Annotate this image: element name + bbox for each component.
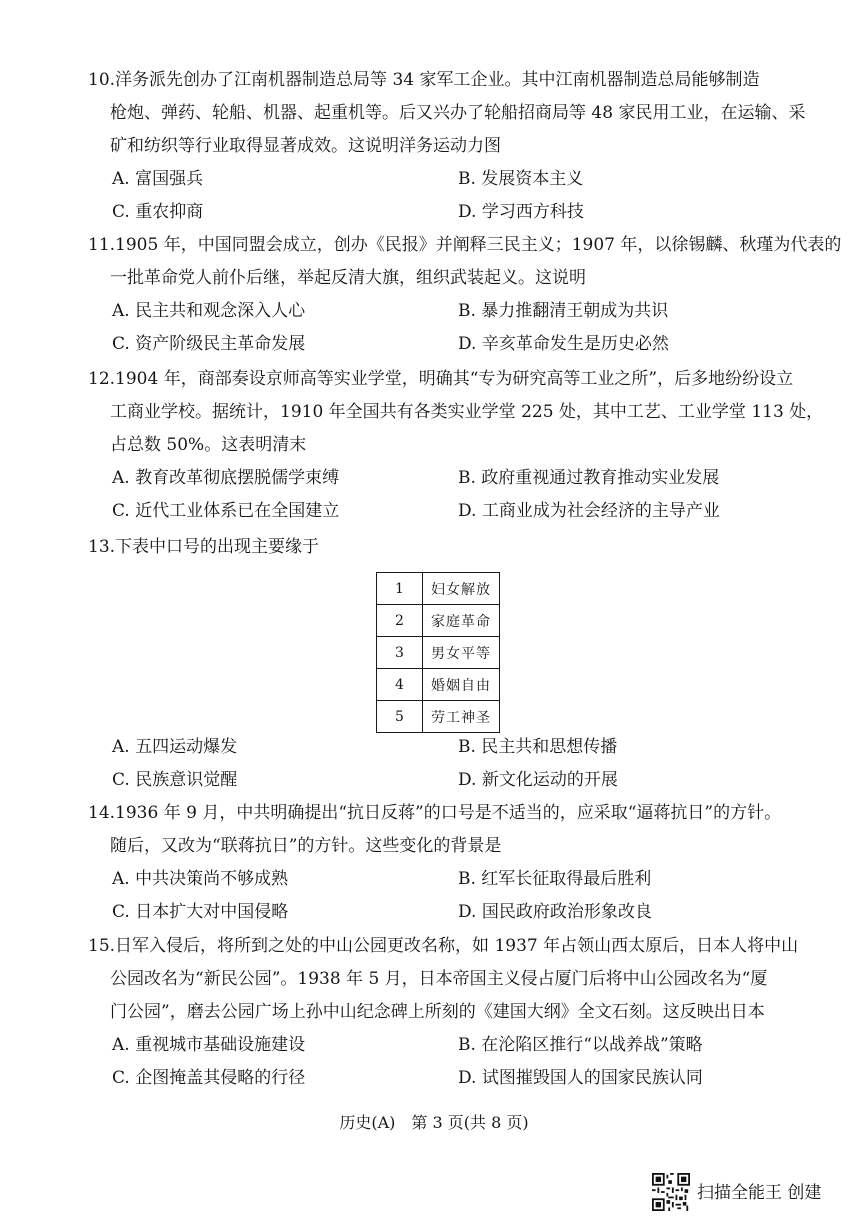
- question-number: 14.: [88, 803, 116, 823]
- question-stem-line: 11.1905 年，中国同盟会成立，创办《民报》并阐释三民主义；1907 年，以徐锡麟、秋瑾为代表的: [88, 235, 842, 255]
- option-b: B. 红军长征取得最后胜利: [458, 869, 652, 889]
- option-c: C. 资产阶级民主革命发展: [112, 334, 306, 354]
- row-number: 4: [377, 669, 423, 701]
- question-stem-line: 随后，又改为“联蒋抗日”的方针。这些变化的背景是: [110, 836, 502, 856]
- option-a: A. 五四运动爆发: [112, 737, 238, 757]
- slogan-cell: 妇女解放: [423, 573, 500, 605]
- table-row: [377, 701, 500, 733]
- row-number: 1: [377, 573, 423, 605]
- option-a: A. 民主共和观念深入人心: [112, 301, 306, 321]
- table-row: [377, 637, 500, 669]
- option-b: B. 暴力推翻清王朝成为共识: [458, 301, 669, 321]
- question-stem-line: 占总数 50%。这表明清末: [110, 435, 307, 455]
- table-row: [377, 669, 500, 701]
- option-d: D. 学习西方科技: [458, 202, 584, 222]
- table-row: [377, 605, 500, 637]
- question-stem-line: 工商业学校。据统计，1910 年全国共有各类实业学堂 225 处，其中工艺、工业学堂 113 处，: [110, 402, 824, 422]
- question-number: 13.: [88, 537, 116, 557]
- option-d: D. 国民政府政治形象改良: [458, 902, 652, 922]
- page-footer: 历史(A) 第 3 页(共 8 页): [339, 1113, 529, 1132]
- question-number: 12.: [88, 369, 116, 389]
- question-stem-line: 公园改名为“新民公园”。1938 年 5 月，日本帝国主义侵占厦门后将中山公园改名为“厦: [110, 969, 768, 989]
- row-number: 5: [377, 701, 423, 733]
- option-c: C. 民族意识觉醒: [112, 770, 238, 790]
- option-c: C. 重农抑商: [112, 202, 204, 222]
- row-number: 3: [377, 637, 423, 669]
- question-stem-line: 一批革命党人前仆后继，举起反清大旗，组织武装起义。这说明: [110, 268, 586, 288]
- slogan-cell: 婚姻自由: [423, 669, 500, 701]
- question-stem-line: 12.1904 年，商部奏设京师高等实业学堂，明确其“专为研究高等工业之所”，后多地纷纷设立: [88, 369, 794, 389]
- question-stem-line: 13.下表中口号的出现主要缘于: [88, 537, 320, 557]
- option-b: B. 发展资本主义: [458, 169, 584, 189]
- options: [88, 462, 788, 528]
- option-c: C. 日本扩大对中国侵略: [112, 902, 289, 922]
- option-b: B. 政府重视通过教育推动实业发展: [458, 468, 720, 488]
- question-11: [88, 229, 842, 361]
- scanner-watermark: 扫描全能王 创建: [697, 1183, 822, 1203]
- question-stem-line: 10.洋务派先创办了江南机器制造总局等 34 家军工企业。其中江南机器制造总局能够制造: [88, 70, 760, 90]
- option-d: D. 辛亥革命发生是历史必然: [458, 334, 669, 354]
- option-d: D. 试图摧毁国人的国家民族认同: [458, 1068, 703, 1088]
- question-stem-line: 14.1936 年 9 月，中共明确提出“抗日反蒋”的口号是不适当的，应采取“逼蒋抗日”的方针。: [88, 803, 782, 823]
- slogans-table: [376, 572, 500, 733]
- slogan-cell: 劳工神圣: [423, 701, 500, 733]
- options: [88, 1029, 788, 1095]
- question-15: [88, 930, 799, 1095]
- question-13: [88, 531, 788, 564]
- question-14: [88, 797, 788, 929]
- table-row: [377, 573, 500, 605]
- question-number: 11.: [88, 235, 116, 255]
- options: [88, 163, 788, 229]
- option-a: A. 中共决策尚不够成熟: [112, 869, 289, 889]
- option-c: C. 企图掩盖其侵略的行径: [112, 1068, 306, 1088]
- options: [88, 731, 788, 797]
- option-a: A. 教育改革彻底摆脱儒学束缚: [112, 468, 340, 488]
- slogan-cell: 男女平等: [423, 637, 500, 669]
- question-stem-line: 15.日军入侵后，将所到之处的中山公园更改名称，如 1937 年占领山西太原后，日本人将中山: [88, 936, 799, 956]
- question-stem-line: 枪炮、弹药、轮船、机器、起重机等。后又兴办了轮船招商局等 48 家民用工业，在运输、采: [110, 103, 806, 123]
- question-stem-line: 门公园”，磨去公园广场上孙中山纪念碑上所刻的《建国大纲》全文石刻。这反映出日本: [110, 1002, 765, 1022]
- row-number: 2: [377, 605, 423, 637]
- options: [88, 295, 788, 361]
- question-12: [88, 363, 824, 528]
- option-a: A. 重视城市基础设施建设: [112, 1035, 306, 1055]
- options: [88, 863, 788, 929]
- qr-code-icon: [652, 1173, 690, 1211]
- option-d: D. 工商业成为社会经济的主导产业: [458, 501, 720, 521]
- option-b: B. 民主共和思想传播: [458, 737, 618, 757]
- option-b: B. 在沦陷区推行“以战养战”策略: [458, 1035, 703, 1055]
- slogan-cell: 家庭革命: [423, 605, 500, 637]
- question-stem-line: 矿和纺织等行业取得显著成效。这说明洋务运动力图: [110, 136, 501, 156]
- question-13-options: [88, 731, 788, 797]
- question-10: [88, 64, 806, 229]
- question-number: 15.: [88, 936, 116, 956]
- option-d: D. 新文化运动的开展: [458, 770, 618, 790]
- option-c: C. 近代工业体系已在全国建立: [112, 501, 340, 521]
- option-a: A. 富国强兵: [112, 169, 204, 189]
- question-number: 10.: [88, 70, 116, 90]
